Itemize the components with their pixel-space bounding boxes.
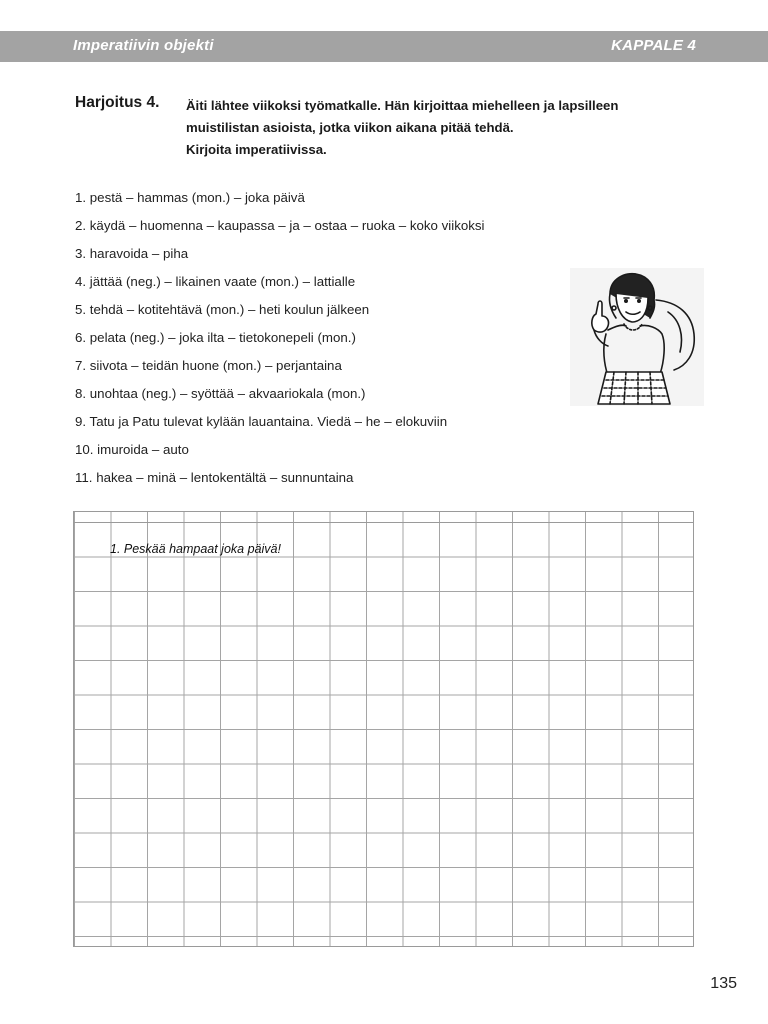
answer-grid[interactable]	[73, 511, 694, 947]
exercise-label: Harjoitus 4.	[75, 94, 160, 111]
exercise-instructions	[186, 95, 706, 161]
section-title: Imperatiivin objekti	[73, 37, 214, 54]
chapter-label: KAPPALE 4	[611, 37, 696, 54]
list-item: 9. Tatu ja Patu tulevat kylään lauantaina. Viedä – he – elokuviin	[75, 414, 448, 429]
mother-illustration	[570, 268, 704, 406]
example-answer: 1. Peskää hampaat joka päivä!	[110, 542, 281, 556]
list-item: 4. jättää (neg.) – likainen vaate (mon.) – lattialle	[75, 274, 356, 289]
list-item: 8. unohtaa (neg.) – syöttää – akvaariokala (mon.)	[75, 386, 366, 401]
list-item: 2. käydä – huomenna – kaupassa – ja – ostaa – ruoka – koko viikoksi	[75, 218, 485, 233]
list-item: 6. pelata (neg.) – joka ilta – tietokonepeli (mon.)	[75, 330, 356, 345]
list-item: 11. hakea – minä – lentokentältä – sunnuntaina	[75, 470, 354, 485]
page-number: 135	[710, 975, 737, 992]
instruction-line: Äiti lähtee viikoksi työmatkalle. Hän kirjoittaa miehelleen ja lapsilleen	[186, 98, 619, 113]
exercise-items	[75, 188, 575, 496]
list-item: 3. haravoida – piha	[75, 246, 189, 261]
grid-top-line	[74, 522, 693, 523]
list-item: 1. pestä – hammas (mon.) – joka päivä	[75, 190, 305, 205]
list-item: 7. siivota – teidän huone (mon.) – perjantaina	[75, 358, 342, 373]
instruction-line: Kirjoita imperatiivissa.	[186, 142, 327, 157]
instruction-line: muistilistan asioista, jotka viikon aikana pitää tehdä.	[186, 120, 514, 135]
chapter-header	[0, 31, 768, 62]
list-item: 5. tehdä – kotitehtävä (mon.) – heti koulun jälkeen	[75, 302, 370, 317]
list-item: 10. imuroida – auto	[75, 442, 189, 457]
